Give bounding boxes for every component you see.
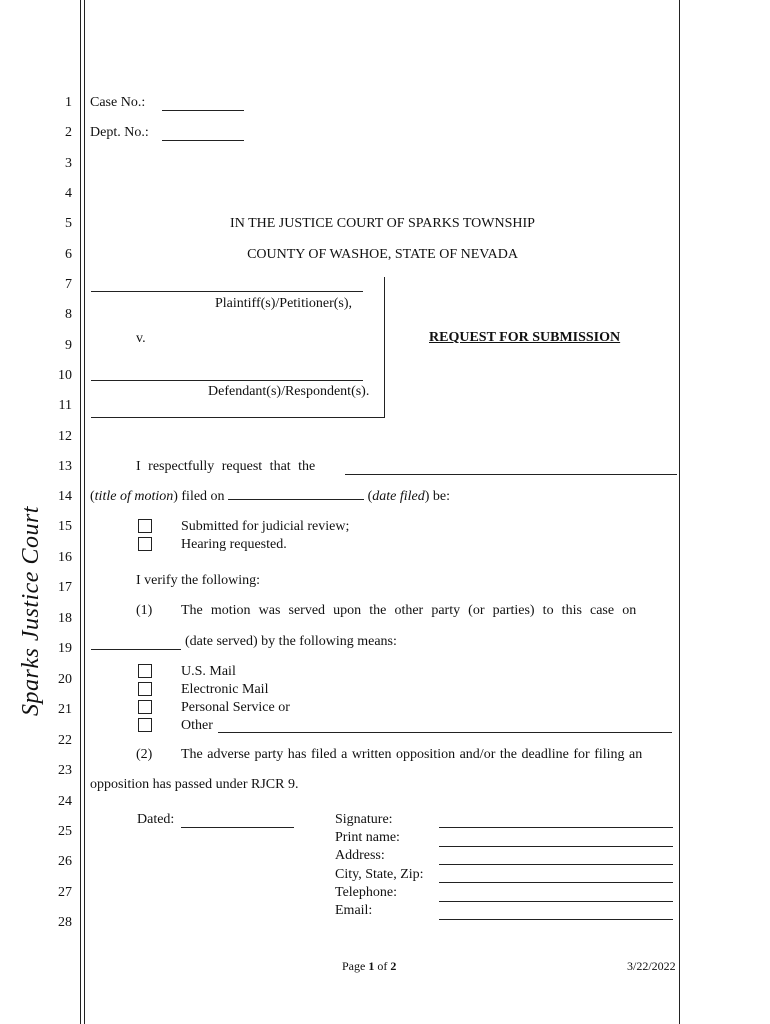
line-number: 23 xyxy=(58,763,72,778)
line-number: 11 xyxy=(58,398,72,413)
versus-label: v. xyxy=(136,331,146,346)
line-number: 21 xyxy=(58,702,72,717)
city-state-zip-field[interactable] xyxy=(439,882,673,883)
line-number: 5 xyxy=(65,216,72,231)
signature-label: Signature: xyxy=(335,812,393,827)
date-filed-label: date filed xyxy=(372,489,425,504)
sidebar-court-name: Sparks Justice Court xyxy=(18,506,44,716)
line-number: 19 xyxy=(58,641,72,656)
line-number: 6 xyxy=(65,247,72,262)
verify-heading: I verify the following: xyxy=(136,573,261,588)
item1-continuation: (date served) by the following means: xyxy=(185,634,397,649)
line-number: 25 xyxy=(58,824,72,839)
caption-box-bottom xyxy=(91,417,385,418)
be-label: ) be: xyxy=(424,489,450,504)
document-title: REQUEST FOR SUBMISSION xyxy=(429,330,621,345)
page-indicator: Page 1 of 2 xyxy=(342,959,397,973)
hearing-option-label: Hearing requested. xyxy=(181,537,287,552)
line-number: 7 xyxy=(65,277,72,292)
line-number: 9 xyxy=(65,338,72,353)
address-label: Address: xyxy=(335,848,385,863)
case-number-label: Case No.: xyxy=(90,95,146,110)
line-number: 28 xyxy=(58,915,72,930)
motion-name-field[interactable] xyxy=(345,474,677,475)
line-number: 3 xyxy=(65,156,72,171)
caption-box-right xyxy=(384,277,385,418)
item1-number: (1) xyxy=(136,603,153,618)
line-number: 24 xyxy=(58,794,72,809)
request-prefix: I respectfully request that the xyxy=(136,459,316,474)
line-number: 26 xyxy=(58,854,72,869)
court-heading-line1: IN THE JUSTICE COURT OF SPARKS TOWNSHIP xyxy=(230,216,535,231)
right-margin-rule xyxy=(679,0,680,1024)
city-state-zip-label: City, State, Zip: xyxy=(335,867,424,882)
email-label: Email: xyxy=(335,903,373,918)
defendant-name-field[interactable] xyxy=(91,380,363,381)
dept-number-label: Dept. No.: xyxy=(90,125,149,140)
plaintiff-label: Plaintiff(s)/Petitioner(s), xyxy=(215,296,352,311)
line-number: 16 xyxy=(58,550,72,565)
left-margin-rule-inner xyxy=(84,0,85,1024)
us-mail-label: U.S. Mail xyxy=(181,664,236,679)
submitted-checkbox[interactable] xyxy=(138,519,152,533)
hearing-checkbox[interactable] xyxy=(138,537,152,551)
line-number: 2 xyxy=(65,125,72,140)
date-served-field[interactable] xyxy=(91,649,181,650)
submitted-option-label: Submitted for judicial review; xyxy=(181,519,350,534)
electronic-mail-checkbox[interactable] xyxy=(138,682,152,696)
electronic-mail-label: Electronic Mail xyxy=(181,682,269,697)
left-margin-rule-outer xyxy=(80,0,81,1024)
print-name-label: Print name: xyxy=(335,830,400,845)
case-number-field[interactable] xyxy=(162,110,244,111)
motion-filed-line: (title of motion) filed on (date filed) be: xyxy=(90,489,450,504)
line-number: 1 xyxy=(65,95,72,110)
line-number: 15 xyxy=(58,519,72,534)
signature-field[interactable] xyxy=(439,827,673,828)
personal-service-checkbox[interactable] xyxy=(138,700,152,714)
address-field[interactable] xyxy=(439,864,673,865)
line-number: 14 xyxy=(58,489,72,504)
item2-text: The adverse party has filed a written opposition and/or the deadline for filing an xyxy=(181,747,643,762)
line-number: 27 xyxy=(58,885,72,900)
us-mail-checkbox[interactable] xyxy=(138,664,152,678)
line-number: 22 xyxy=(58,733,72,748)
item2-continuation: opposition has passed under RJCR 9. xyxy=(90,777,299,792)
line-number: 17 xyxy=(58,580,72,595)
revision-date: 3/22/2022 xyxy=(627,959,676,973)
line-number: 4 xyxy=(65,186,72,201)
dept-number-field[interactable] xyxy=(162,140,244,141)
dated-field[interactable] xyxy=(181,827,294,828)
title-of-motion-label: title of motion xyxy=(94,489,174,504)
item1-text: The motion was served upon the other party (or parties) to this case on xyxy=(181,603,637,618)
line-number: 8 xyxy=(65,307,72,322)
court-heading-line2: COUNTY OF WASHOE, STATE OF NEVADA xyxy=(247,247,518,262)
date-filed-field[interactable] xyxy=(228,499,364,500)
line-number: 13 xyxy=(58,459,72,474)
filed-on-label: ) filed on xyxy=(173,489,225,504)
telephone-field[interactable] xyxy=(439,901,673,902)
plaintiff-name-field[interactable] xyxy=(91,291,363,292)
telephone-label: Telephone: xyxy=(335,885,397,900)
other-label: Other xyxy=(181,718,213,733)
item2-number: (2) xyxy=(136,747,153,762)
line-number: 18 xyxy=(58,611,72,626)
email-field[interactable] xyxy=(439,919,673,920)
print-name-field[interactable] xyxy=(439,846,673,847)
other-checkbox[interactable] xyxy=(138,718,152,732)
defendant-label: Defendant(s)/Respondent(s). xyxy=(208,384,370,399)
other-means-field[interactable] xyxy=(218,732,672,733)
line-number: 20 xyxy=(58,672,72,687)
line-number: 12 xyxy=(58,429,72,444)
dated-label: Dated: xyxy=(137,812,175,827)
personal-service-label: Personal Service or xyxy=(181,700,290,715)
line-number: 10 xyxy=(58,368,72,383)
